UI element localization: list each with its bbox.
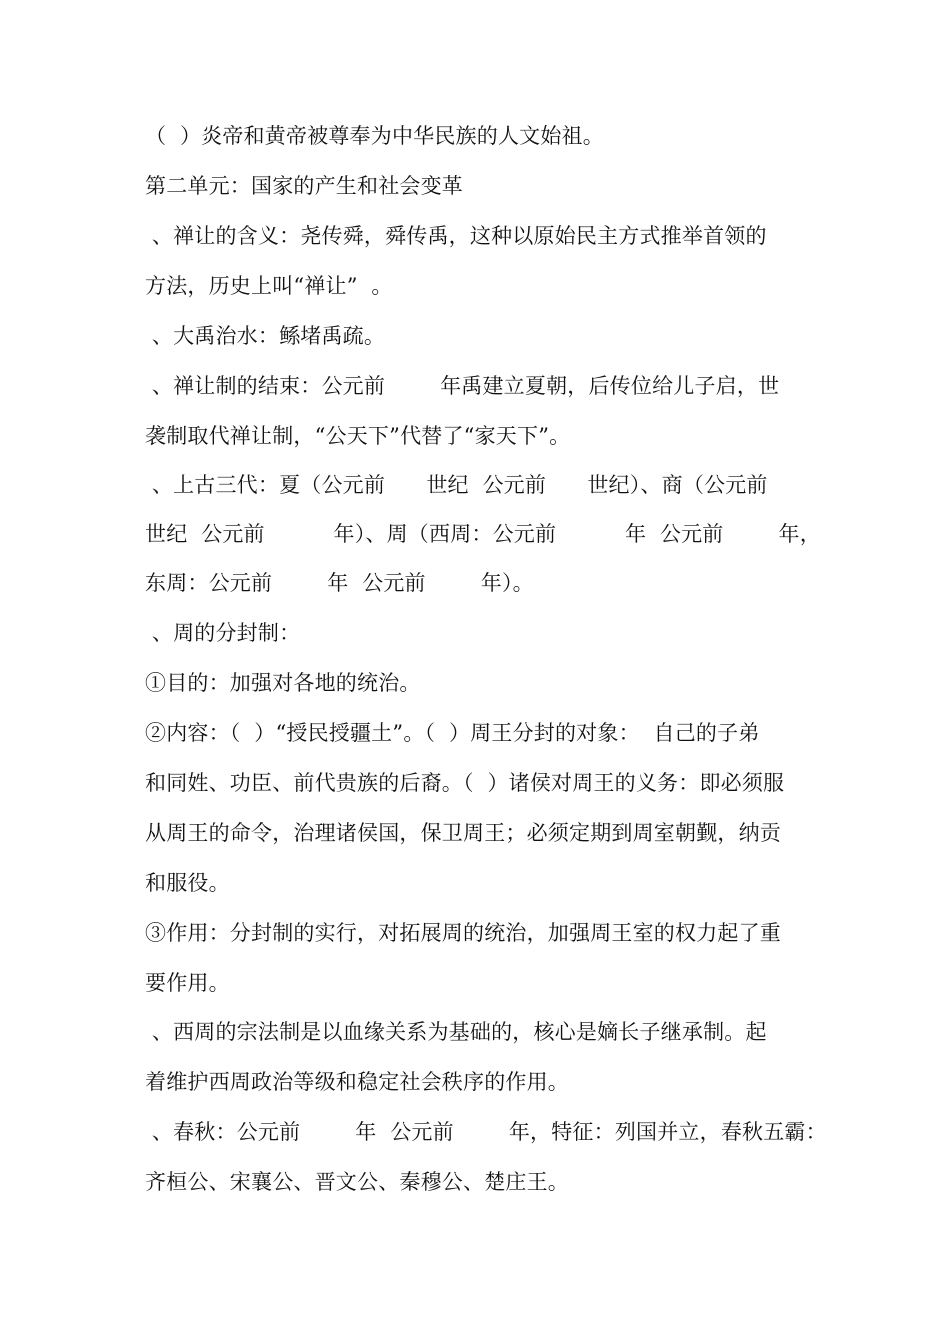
text-line-3: 、禅让的含义：尧传舜，舜传禹，这种以原始民主方式推举首领的 bbox=[145, 224, 767, 248]
text-line-8: 、上古三代：夏（公元前 世纪 公元前 世纪）、商（公元前 bbox=[145, 473, 768, 497]
text-line-6: 、禅让制的结束：公元前 年禹建立夏朝，后传位给儿子启，世 bbox=[145, 374, 780, 398]
text-line-13: ②内容：（ ）“授民授疆土”。（ ）周王分封的对象： 自己的子弟 bbox=[145, 721, 760, 745]
text-line-4: 方法，历史上叫“禅让” 。 bbox=[145, 274, 393, 298]
text-line-15: 从周王的命令，治理诸侯国，保卫周王；必须定期到周室朝觐，纳贡 bbox=[145, 821, 781, 845]
text-line-10: 东周：公元前 年 公元前 年）。 bbox=[145, 571, 534, 595]
text-line-17: ③作用：分封制的实行，对拓展周的统治，加强周王室的权力起了重 bbox=[145, 921, 781, 945]
text-line-5: 、大禹治水：鲧堵禹疏。 bbox=[145, 324, 386, 348]
text-line-11: 、周的分封制： bbox=[145, 621, 301, 645]
text-line-19: 、西周的宗法制是以血缘关系为基础的，核心是嫡长子继承制。起 bbox=[145, 1020, 767, 1044]
text-line-18: 要作用。 bbox=[145, 971, 230, 995]
text-line-1: （ ）炎帝和黄帝被尊奉为中华民族的人文始祖。 bbox=[145, 124, 604, 148]
text-line-16: 和服役。 bbox=[145, 871, 230, 895]
text-line-9: 世纪 公元前 年）、周（西周：公元前 年 公元前 年， bbox=[145, 522, 821, 546]
text-line-12: ①目的：加强对各地的统治。 bbox=[145, 671, 421, 695]
section-heading: 第二单元：国家的产生和社会变革 bbox=[145, 174, 463, 198]
text-line-14: 和同姓、功臣、前代贵族的后裔。（ ）诸侯对周王的义务：即必须服 bbox=[145, 771, 785, 795]
text-line-20: 着维护西周政治等级和稳定社会秩序的作用。 bbox=[145, 1070, 569, 1094]
text-line-7: 袭制取代禅让制，“公天下”代替了“家天下”。 bbox=[145, 424, 571, 448]
text-line-21: 、春秋：公元前 年 公元前 年，特征：列国并立，春秋五霸： bbox=[145, 1120, 827, 1144]
text-line-22: 齐桓公、宋襄公、晋文公、秦穆公、楚庄王。 bbox=[145, 1170, 569, 1194]
